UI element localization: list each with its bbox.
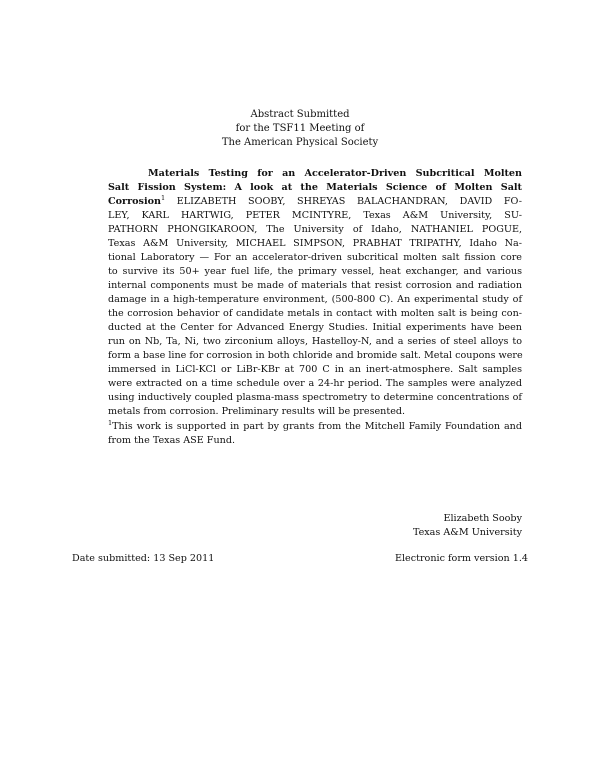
title-text-2: Salt Fission System: A look at the Materials Science of Molten Salt	[108, 182, 522, 193]
footnote-line-1	[108, 420, 522, 434]
submitter-block	[380, 512, 522, 540]
abstract-line-10: damage in a high-temperature environment, (500-800 C). An experimental study of	[108, 294, 522, 305]
title-text-1: Materials Testing for an Accelerator-Driven Subcritical Molten	[148, 168, 522, 179]
abstract-body	[108, 167, 522, 419]
abstract-line-16: were extracted on a time schedule over a 24-hr period. The samples were analyzed	[108, 378, 522, 389]
abstract-line-9: internal components must be made of materials that resist corrosion and radiation	[108, 280, 522, 291]
header-line-2: for the TSF11 Meeting of	[235, 123, 365, 134]
abstract-title-line-1	[108, 167, 522, 181]
footnote-marker: 1	[160, 194, 166, 202]
abstract-line-12: ducted at the Center for Advanced Energy Studies. Initial experiments have been	[108, 322, 522, 333]
form-version: Electronic form version 1.4	[394, 553, 528, 564]
header-line-1: Abstract Submitted	[250, 109, 350, 120]
footnote-text-1: This work is supported in part by grants from the Mitchell Family Foundation and	[112, 421, 522, 432]
title-text-3: Corrosion	[108, 196, 161, 207]
submission-header	[0, 108, 600, 150]
abstract-line-6: Texas A&M University, MICHAEL SIMPSON, PRABHAT TRIPATHY, Idaho Na-	[108, 238, 522, 249]
abstract-line-14: form a base line for corrosion in both chloride and bromide salt. Metal coupons were	[108, 350, 523, 361]
authors-text-1: ELIZABETH SOOBY, SHREYAS BALACHANDRAN, DAVID FO-	[165, 196, 522, 207]
footnote	[108, 420, 522, 448]
abstract-line-8: to survive its 50+ year fuel life, the primary vessel, heat exchanger, and various	[108, 266, 522, 277]
abstract-line-18: metals from corrosion. Preliminary results will be presented.	[108, 406, 406, 417]
abstract-line-4: LEY, KARL HARTWIG, PETER MCINTYRE, Texas A&M University, SU-	[108, 210, 522, 221]
footnote-number: 1	[108, 419, 113, 427]
abstract-line-11: the corrosion behavior of candidate metals in contact with molten salt is being con-	[108, 308, 522, 319]
date-submitted: Date submitted: 13 Sep 2011	[72, 553, 215, 564]
submitter-affiliation: Texas A&M University	[412, 527, 522, 538]
abstract-line-13: run on Nb, Ta, Ni, two zirconium alloys, Hastelloy-N, and a series of steel alloys to	[108, 336, 522, 347]
header-line-3: The American Physical Society	[221, 137, 379, 148]
abstract-line-5: PATHORN PHONGIKAROON, The University of Idaho, NATHANIEL POGUE,	[108, 224, 522, 235]
abstract-title-line-2	[108, 181, 522, 195]
submitter-name: Elizabeth Sooby	[443, 513, 522, 524]
abstract-authors-line-1	[108, 195, 522, 209]
abstract-line-7: tional Laboratory — For an accelerator-driven subcritical molten salt fission core	[108, 252, 522, 263]
abstract-line-17: using inductively coupled plasma-mass spectrometry to determine concentrations of	[108, 392, 522, 403]
abstract-line-15: immersed in LiCl-KCl or LiBr-KBr at 700 C in an inert-atmosphere. Salt samples	[108, 364, 522, 375]
footnote-line-2: from the Texas ASE Fund.	[108, 435, 236, 446]
